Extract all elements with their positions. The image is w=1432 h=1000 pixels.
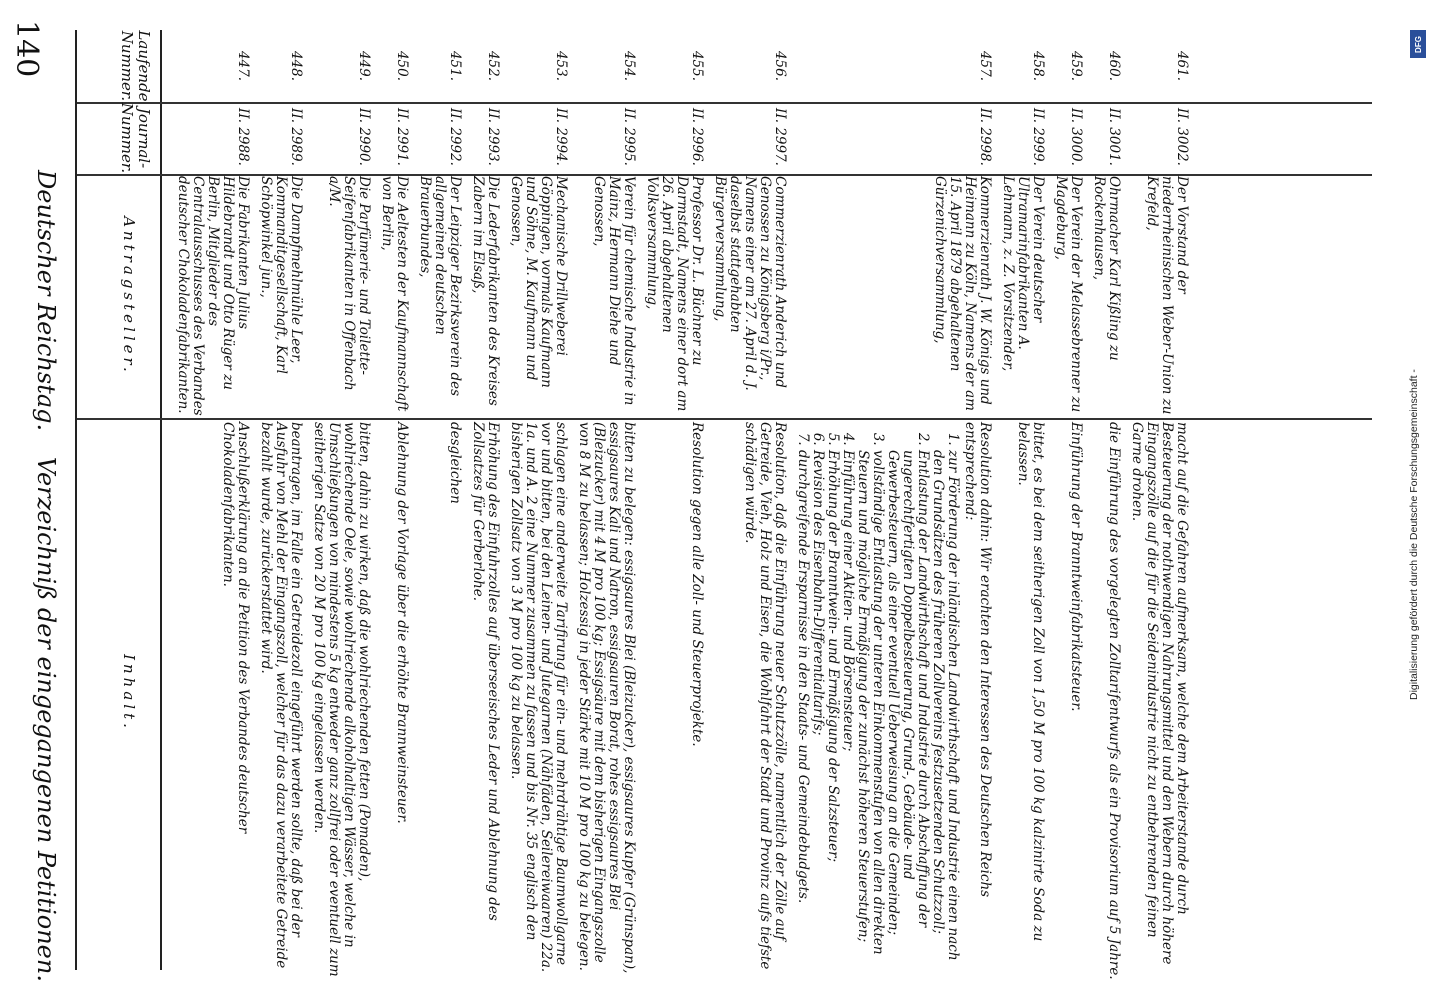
header-left: Deutscher Reichstag. (32, 170, 60, 432)
inhalt-cell: bitten zu belegen: essigsaures Blei (Bleizucker), essigsaures Kupfer (Grünspan), essigsaures Kali und Natron, essigsauren Borat, rohes essigsaures Blei (Bleizucker) mit 4 M pro 100 kg; Essigsäure mit dem bisherigen Eingangszolle von 8 M zu belassen; Holzessig in jeder Stärke mit 10 M pro 100 kg zu belegen. (576, 422, 637, 974)
antragsteller-cell: Die Aeltesten der Kaufmannschaft von Berlin, (379, 176, 410, 412)
laufende-nummer: 458. (1030, 50, 1046, 82)
journal-nummer: II. 3001. (1106, 108, 1122, 166)
inhalt-cell: Resolution, daß die Einführung neuer Schutzzölle, namentlich der Zölle auf Getreide, Vieh, Holz und Eisen, die Wohlfahrt der Stadt und Provinz aufs tiefste schädigen würde. (742, 422, 788, 970)
journal-nummer: II. 2996. (689, 108, 705, 166)
col-head-inhalt: Inhalt. (120, 654, 138, 732)
antragsteller-cell: Die Dampfmehlmühle Leer, Kommanditgesellschaft, Karl Schöpwinkel jun., (258, 176, 304, 374)
col-head-journal: Journal-Nummer. (117, 102, 153, 174)
journal-nummer: II. 2988. (235, 108, 251, 166)
laufende-nummer: 459. (1068, 50, 1084, 82)
journal-nummer: II. 2992. (447, 108, 463, 166)
col-head-laufende: Laufende Nummer. (117, 30, 153, 102)
antragsteller-cell: Ohrmacher Karl Kißling zu Rockenhausen, (1091, 176, 1122, 361)
inhalt-list-item: 5. Erhöhung der Branntwein- und Ermäßigung der Salzsteuer; (825, 450, 840, 982)
inhalt-list-item: 1. zur Förderung der inländischen Landwirthschaft und Industrie einen nach den Grundsätzen des früheren Zollvereins festzusetzenden Schutzzoll; (930, 450, 960, 982)
page-header (32, 170, 60, 982)
journal-nummer: II. 2997. (772, 108, 788, 166)
antragsteller-cell: Der Verein der Melassebrenner zu Magdeburg, (1053, 176, 1084, 413)
header-right: Verzeichniß der eingegangenen Petitionen. (32, 456, 60, 982)
inhalt-cell: Einführung der Branntweinfabrikatsteuer. (1068, 422, 1084, 712)
laufende-nummer: 457. (977, 50, 993, 82)
antragsteller-cell: Die Fabrikanten Julius Hildebrandt und Otto Rüger zu Berlin, Mitglieder des Centralausschusses des Verbandes deutscher Chokoladenfabrikanten. (175, 176, 251, 416)
laufende-nummer: 454. (621, 50, 637, 82)
antragsteller-cell: Der Verein deutscher Ultramarinfabrikanten A. Lehmann, z. Z. Vorsitzender, (1000, 176, 1046, 372)
laufende-nummer: 453. (553, 50, 569, 82)
journal-nummer: II. 2993. (485, 108, 501, 166)
inhalt-list (795, 422, 960, 982)
inhalt-list-item: 4. Einführung einer Aktien- und Börsensteuer; (840, 450, 855, 982)
inhalt-cell: Ablehnung der Vorlage über die erhöhte Brannweinsteuer. (394, 422, 410, 824)
column-head-rule (160, 30, 162, 970)
antragsteller-cell: Die Lederfabrikanten des Kreises Zabern im Elsaß, (470, 176, 501, 406)
antragsteller-cell: Verein für chemische Industrie in Mainz, Hermann Diehe und Genossen, (591, 176, 637, 406)
journal-nummer: II. 2994. (553, 108, 569, 166)
inhalt-list-item: 3. vollständige Entlastung der unteren Einkommenstufen von allen direkten Steuern und mögliche Ermäßigung der zunächst höheren Steuerstufen; (855, 450, 885, 982)
inhalt-cell: Resolution dahin: Wir erachten den Interessen des Deutschen Reichs entsprechend: (962, 422, 993, 898)
laufende-nummer: 450. (394, 50, 410, 82)
antragsteller-cell: Commerzienrath Anderich und Genossen zu Königsberg i/Pr., Namens einer am 27. April d. J. daselbst stattgehabten Bürgerversammlung, (712, 176, 788, 391)
inhalt-cell: bitten, dahin zu wirken, daß die wohlriechenden fetten (Pomaden), wohlriechende Oele, sowie wohlriechende alkoholhaltigen Wässer, welche in Umschließungen von mindestens 5 kg entweder ganz zollfrei oder eventuell zum seitherigen Satze von 20 M pro 100 kg eingelassen werden. (311, 422, 372, 977)
inhalt-cell: Anschlußerklärung an die Petition des Verbandes deutscher Chokoladenfabrikanten. (220, 422, 251, 834)
col-head-antragsteller: Antragsteller. (120, 216, 138, 376)
laufende-nummer: 456. (772, 50, 788, 82)
inhalt-list-item: 6. Revision des Eisenbahn-Differentialtarifs; (810, 450, 825, 982)
antragsteller-cell: Kommerzienrath J. W. Königs und Heimann zu Köln, Namens der am 15. April 1879 abgehaltenen Gürzenichversammlung, (932, 176, 993, 411)
journal-nummer: II. 2998. (977, 108, 993, 166)
antragsteller-cell: Mechanische Drillweberei Göppingen, vormals Kaufmann und Söhne, M. Kaufmann und Genossen, (508, 176, 569, 388)
journal-nummer: II. 3002. (1174, 108, 1190, 166)
laufende-nummer: 452. (485, 50, 501, 82)
antragsteller-cell: Der Vorstand der niederrheinischen Weber-Union zu Krefeld, (1144, 176, 1190, 415)
antragsteller-cell: Der Leipziger Bezirksverein des allgemeinen deutschen Brauerbundes, (417, 176, 463, 397)
journal-nummer: II. 3000. (1068, 108, 1084, 166)
laufende-nummer: 451. (447, 50, 463, 82)
inhalt-cell: macht auf die Gefahren aufmerksam, welche dem Arbeiterstande durch Besteuerung der nothwendigen Nahrungsmittel und den Webern durch höhere Eingangszölle auf die für die Seidenindustrie nicht zu entbehrenden feinen Garne drohen. (1129, 422, 1190, 965)
antragsteller-cell: Professor Dr. L. Büchner zu Darmstadt, Namens einer dort am 26. April abgehaltenen Volksversammlung, (644, 176, 705, 412)
inhalt-cell: Resolution gegen alle Zoll- und Steuerprojekte. (689, 422, 705, 747)
journal-nummer: II. 2999. (1030, 108, 1046, 166)
inhalt-cell: Erhöhung des Einfuhrzolles auf überseeisches Leder und Ablehnung des Zollsatzes für Gerberlohe. (470, 422, 501, 921)
inhalt-list-item: 2. Entlastung der Landwirthschaft und Industrie durch Abschaffung der ungerechtfertigten Doppelbesteuerung, Grund-, Gebäude- und Gewerbesteuern, als einer eventuell Ueberweisung an die Gemeinden; (885, 450, 930, 982)
journal-nummer: II. 2990. (356, 108, 372, 166)
dfg-logo-icon: DFG (1410, 30, 1426, 58)
page-number: 140 (9, 20, 44, 78)
inhalt-cell: bittet, es bei dem seitherigen Zoll von 1,50 M pro 100 kg kalzinirte Soda zu belassen. (1015, 422, 1046, 942)
journal-nummer: II. 2989. (288, 108, 304, 166)
laufende-nummer: 455. (689, 50, 705, 82)
laufende-nummer: 447. (235, 50, 251, 82)
laufende-nummer: 449. (356, 50, 372, 82)
journal-nummer: II. 2995. (621, 108, 637, 166)
antragsteller-cell: Die Parfümerie- und Toilette-Seifenfabrikanten in Offenbach a/M. (326, 176, 372, 391)
inhalt-cell: die Einführung des vorgelegten Zolltarifentwurfs als ein Provisorium auf 5 Jahre. (1106, 422, 1122, 980)
laufende-nummer: 448. (288, 50, 304, 82)
inhalt-cell: schlagen eine anderweite Tarifirung für ein- und mehrdrähtige Baumwollgarne vor und bitten, bei den Leinen- und Jutegarnen (Nähfäden, Seilereiwaaren) 22a. 1a. und A. 2 eine Nummer zusammen zu fassen und bis Nr. 35 englisch den bisherigen Zollsatz von 3 M pro 100 kg zu belassen. (508, 422, 569, 973)
column-divider (77, 418, 1372, 420)
journal-nummer: II. 2991. (394, 108, 410, 166)
header-rule (75, 30, 77, 970)
digitization-note: Digitalisierung gefördert durch die Deutsche Forschungsgemeinschaft - (1408, 369, 1420, 700)
inhalt-list-item: 7. durchgreifende Ersparnisse in den Staats- und Gemeindebudgets. (795, 450, 810, 982)
laufende-nummer: 461. (1174, 50, 1190, 82)
laufende-nummer: 460. (1106, 50, 1122, 82)
inhalt-cell: beantragen, im Falle ein Getreidezoll eingeführt werden sollte, daß bei der Ausfuhr von Mehl der Eingangszoll, welcher für das dazu verarbeitete Getreide bezahlt wurde, zurückerstattet wird. (258, 422, 304, 969)
inhalt-cell: desgleichen (447, 422, 463, 504)
